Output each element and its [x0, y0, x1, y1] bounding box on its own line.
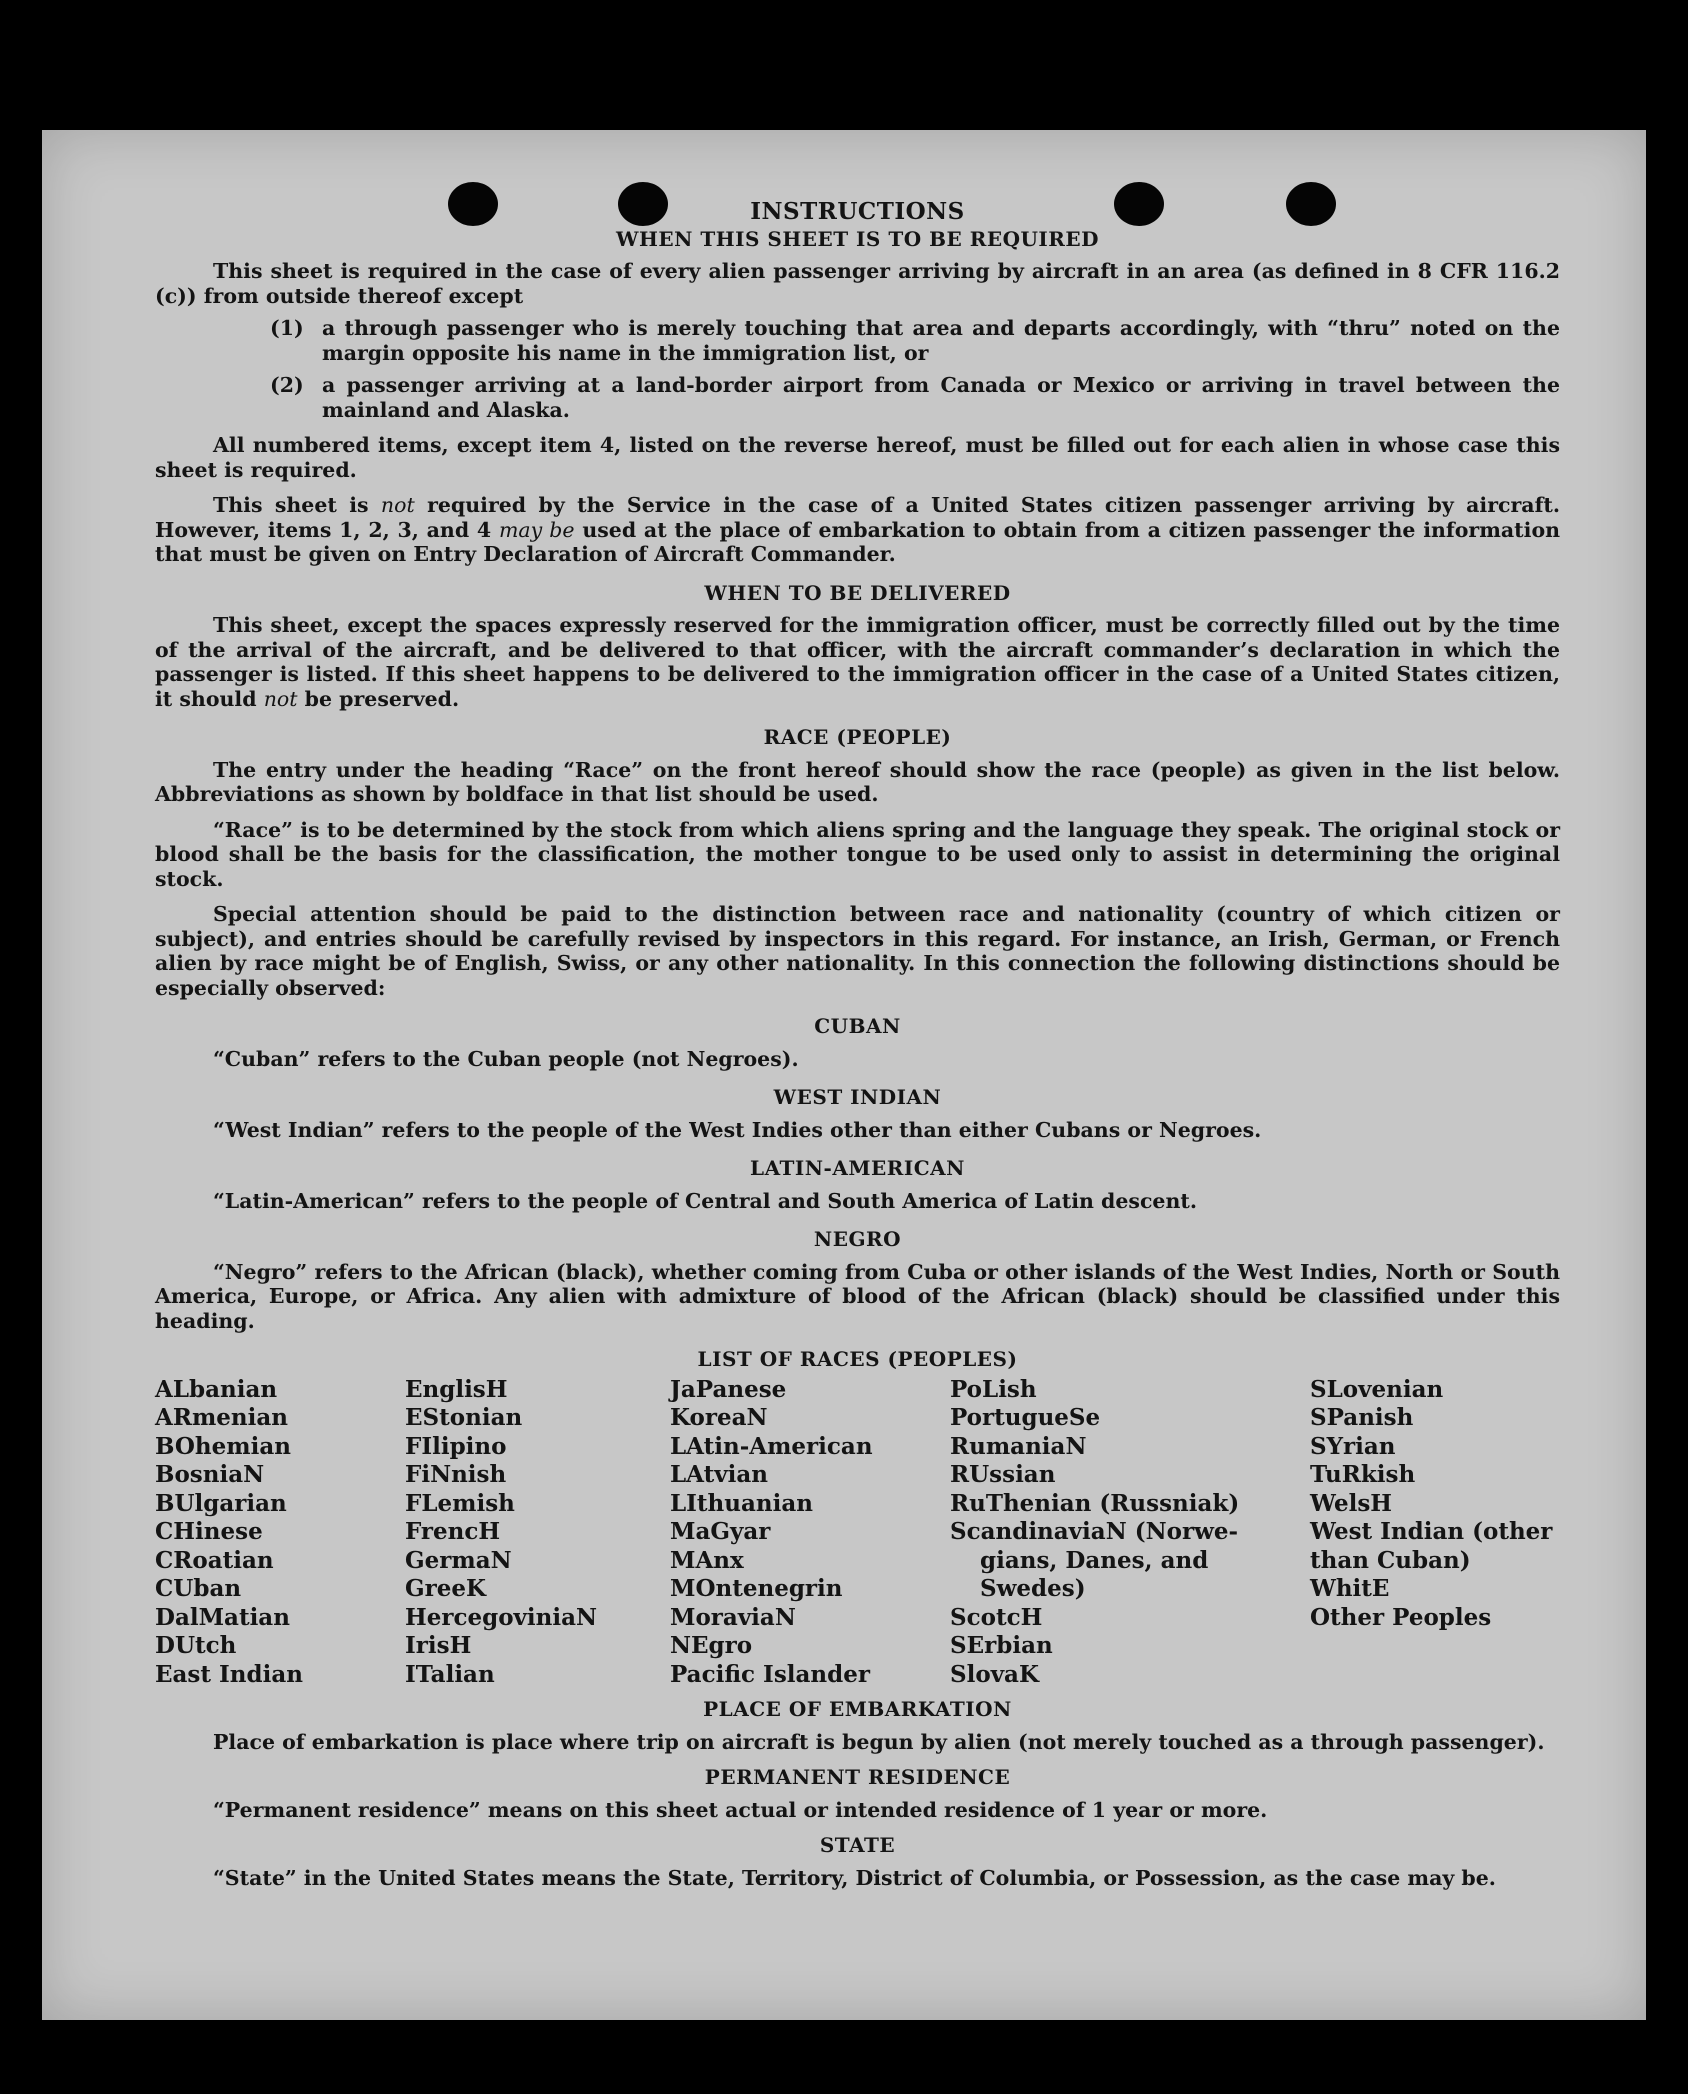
exception-text: a through passenger who is merely touching that area and departs accordingly, with “thru” noted on the margin opposite his name in the immigration list, or	[322, 316, 1560, 365]
section-heading-residence: PERMANENT RESIDENCE	[704, 1765, 1011, 1789]
race-entry: RUssian	[950, 1461, 1056, 1488]
race-entry: MoraviaN	[670, 1603, 796, 1631]
definition-heading: NEGRO	[813, 1227, 902, 1251]
race-entry: FLemish	[405, 1489, 515, 1517]
page-title: INSTRUCTIONS	[750, 198, 965, 225]
definition-text: “Latin-American” refers to the people of Central and South America of Latin descent.	[213, 1188, 1197, 1213]
list-of-races-heading: LIST OF RACES (PEOPLES)	[697, 1347, 1018, 1371]
race-entry: BosniaN	[155, 1461, 265, 1488]
race-entry: HercegoviniaN	[405, 1603, 598, 1631]
race-entry: PortugueSe	[950, 1404, 1101, 1431]
race-entry: MaGyar	[670, 1518, 771, 1545]
race-entry: LAtvian	[670, 1461, 768, 1488]
exception-item	[270, 373, 1560, 422]
definition-heading: WEST INDIAN	[773, 1085, 942, 1109]
race-entry: GermaN	[405, 1546, 512, 1574]
race-entry: LIthuanian	[670, 1489, 813, 1517]
race-entry: PoLish	[950, 1375, 1037, 1403]
section-heading-embarkation: PLACE OF EMBARKATION	[703, 1697, 1012, 1721]
definition-heading: LATIN-AMERICAN	[750, 1156, 965, 1180]
race-entry: ITalian	[405, 1660, 495, 1688]
race-entry: FrencH	[405, 1518, 501, 1545]
races-column	[950, 1376, 1310, 1690]
race-entry: SLovenian	[1310, 1375, 1444, 1403]
race-entry: East Indian	[155, 1660, 303, 1688]
races-column	[155, 1376, 405, 1690]
race-entry: SErbian	[950, 1632, 1053, 1659]
race-entry: Other Peoples	[1310, 1603, 1492, 1631]
required-intro: This sheet is required in the case of every alien passenger arriving by aircraft in an area (as defined in 8 CFR 116.2 (c)) from outside thereof except	[155, 259, 1560, 308]
race-paragraph: “Race” is to be determined by the stock from which aliens spring and the language they speak. The original stock or blood shall be the basis for the classification, the mother tongue to be used only to assist in determining the original stock.	[155, 817, 1560, 891]
race-entry: MOntenegrin	[670, 1575, 843, 1602]
race-entry: gians, Danes, and	[980, 1546, 1209, 1574]
instructions-body	[155, 200, 1560, 1890]
items-note: All numbered items, except item 4, listed on the reverse hereof, must be filled out for each alien in whose case this sheet is required.	[155, 433, 1560, 482]
exception-item	[270, 316, 1560, 365]
races-column	[670, 1376, 950, 1690]
race-paragraph: Special attention should be paid to the distinction between race and nationality (country of which citizen or subject), and entries should be carefully revised by inspectors in this regard. For instance, an Irish, German, or French alien by race might be of English, Swiss, or any other nationality. In this connection the following distinctions should be especially observed:	[155, 902, 1560, 1000]
definition-text: “Negro” refers to the African (black), whether coming from Cuba or other islands of the West Indies, North or South America, Europe, or Africa. Any alien with admixture of blood of the African (black) should be classified under this heading.	[155, 1259, 1560, 1333]
section-heading-state: STATE	[819, 1833, 896, 1857]
race-entry: DalMatian	[155, 1603, 290, 1631]
race-entry: SYrian	[1310, 1432, 1396, 1460]
race-entry: WhitE	[1310, 1575, 1390, 1602]
race-entry: than Cuban)	[1310, 1546, 1471, 1574]
race-entry: ScotcH	[950, 1603, 1043, 1631]
race-paragraph: The entry under the heading “Race” on the front hereof should show the race (people) as given in the list below. Abbreviations as shown by boldface in that list should be used.	[155, 757, 1560, 806]
races-column	[1310, 1376, 1560, 1690]
section-heading-delivered: WHEN TO BE DELIVERED	[704, 580, 1011, 605]
exception-number: (1)	[270, 316, 304, 340]
exception-number: (2)	[270, 373, 304, 397]
race-entry: CUban	[155, 1575, 242, 1602]
exception-text: a passenger arriving at a land-border airport from Canada or Mexico or arriving in travel between the mainland and Alaska.	[322, 373, 1560, 422]
races-column	[405, 1376, 670, 1690]
race-entry: EnglisH	[405, 1375, 508, 1403]
races-table	[155, 1376, 1560, 1690]
race-entry: West Indian (other	[1310, 1518, 1553, 1545]
race-entry: TuRkish	[1310, 1461, 1416, 1488]
race-entry: RuThenian (Russniak)	[950, 1489, 1240, 1517]
race-entry: ALbanian	[155, 1375, 278, 1403]
race-entry: SPanish	[1310, 1404, 1414, 1431]
definition-text: “West Indian” refers to the people of the West Indies other than either Cubans or Negroes.	[213, 1117, 1262, 1142]
race-entry: NEgro	[670, 1632, 753, 1659]
state-text: “State” in the United States means the State, Territory, District of Columbia, or Possession, as the case may be.	[213, 1865, 1496, 1890]
section-heading-race: RACE (PEOPLE)	[763, 725, 952, 749]
race-entry: Pacific Islander	[670, 1660, 870, 1688]
race-entry: DUtch	[155, 1632, 237, 1659]
race-entry: LAtin-American	[670, 1432, 873, 1460]
race-entry: Swedes)	[980, 1575, 1086, 1602]
race-entry: GreeK	[405, 1575, 487, 1602]
definition-text: “Cuban” refers to the Cuban people (not Negroes).	[213, 1046, 799, 1071]
section-heading-required: WHEN THIS SHEET IS TO BE REQUIRED	[616, 226, 1099, 251]
definition-heading: CUBAN	[814, 1014, 901, 1038]
race-entry: MAnx	[670, 1546, 744, 1574]
race-entry: ARmenian	[155, 1404, 289, 1431]
race-entry: BOhemian	[155, 1432, 291, 1460]
race-entry: SlovaK	[950, 1660, 1039, 1688]
citizen-note: This sheet is not required by the Service in the case of a United States citizen passenger arriving by aircraft. However, items 1, 2, 3, and 4 may be used at the place of embarkation to obtain from a citizen passenger the information that must be given on Entry Declaration of Aircraft Commander.	[155, 493, 1561, 566]
race-entry: CRoatian	[155, 1546, 274, 1574]
race-entry: FIlipino	[405, 1432, 507, 1460]
delivered-text: This sheet, except the spaces expressly reserved for the immigration officer, must be correctly filled out by the time of the arrival of the aircraft, and be delivered to that officer, with the aircraft commander’s declaration in which the passenger is listed. If this sheet happens to be delivered to the immigration officer in the case of a United States citizen, it should not be preserved.	[155, 613, 1560, 711]
race-entry: RumaniaN	[950, 1432, 1087, 1460]
residence-text: “Permanent residence” means on this sheet actual or intended residence of 1 year or more.	[213, 1797, 1268, 1822]
race-entry: ScandinaviaN (Norwe-	[950, 1518, 1239, 1545]
race-entry: CHinese	[155, 1518, 263, 1545]
race-entry: FiNnish	[405, 1461, 507, 1488]
race-entry: WelsH	[1310, 1489, 1393, 1517]
race-entry: IrisH	[405, 1632, 472, 1659]
embarkation-text: Place of embarkation is place where trip on aircraft is begun by alien (not merely touched as a through passenger).	[213, 1729, 1545, 1754]
race-entry: KoreaN	[670, 1404, 768, 1431]
race-entry: BUlgarian	[155, 1489, 287, 1517]
race-entry: EStonian	[405, 1404, 523, 1431]
race-entry: JaPanese	[670, 1375, 787, 1403]
